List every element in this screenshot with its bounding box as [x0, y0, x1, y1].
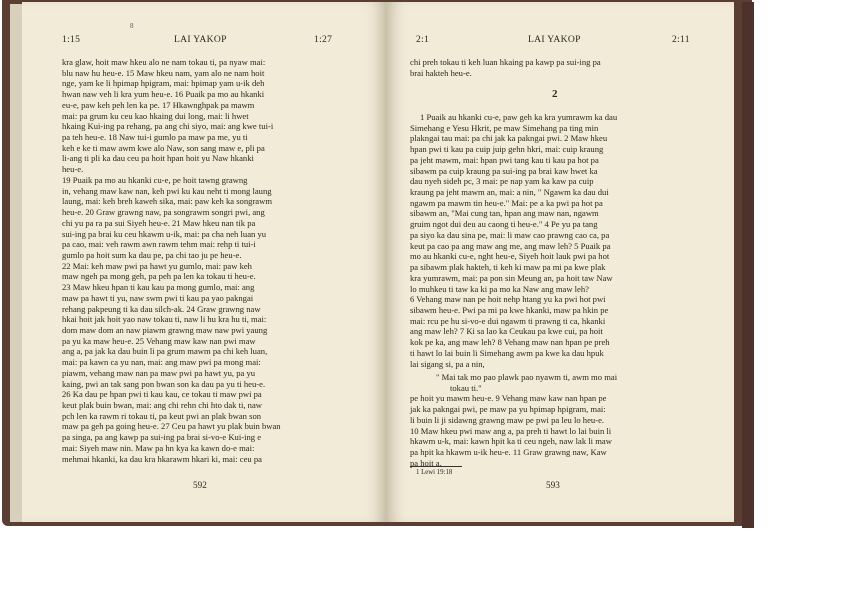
text-line: 19 Puaik pa mo au hkanki cu-e, pe hoit tawng grawng — [62, 174, 248, 185]
text-line: Simehang e Yesu Hkrit, pe maw Simehang pa ting min — [410, 122, 599, 133]
text-line: lo muhkeu ti taw ka ki pa mo ka Naw ang maw leh? — [410, 283, 589, 294]
text-line: kaing, pwi an tak sang pon bwan son ka dau pa yu ti heu-e. — [62, 378, 266, 389]
text-line: hkai hoit jak hoit yao naw tokau ti, naw li hu kra hu ti, mai: — [62, 314, 267, 325]
text-line: hwan naw veh li kra yum heu-e. 16 Puaik pa mo au hkanki — [62, 89, 265, 100]
footnote: 1 Lewi 19:18 — [416, 469, 453, 476]
left-body-text — [62, 57, 281, 464]
right-top-text — [410, 57, 601, 78]
text-line: pa hoit a, — [410, 457, 442, 468]
right-quote-text — [410, 372, 617, 393]
text-line: pa singa, pa ang kawp pa sui-ing pa brai si-vo-e Kui-ing e — [62, 432, 262, 443]
right-page — [386, 2, 734, 522]
text-line: chi yu pa ra pa sui Siyeh heu-e. 21 Maw hkeu nan tik pa — [62, 217, 256, 228]
text-line: ang maw leh? 7 Ki sa lao ka Ceukau pa kwe cui, pa hoit — [410, 326, 603, 337]
text-line: hpan pwi ti kau pa cuip juip gehn hkri, mai: cuip kraung — [410, 144, 604, 155]
text-line: heu-e. — [62, 164, 84, 175]
text-line: li-ang ti pli ka dau ceu pa hoit hpan hoit yu Naw hkanki — [62, 153, 254, 164]
text-line: piawm, vehang maw nan pa maw pwi pa hawt yu, pa yu — [62, 367, 256, 378]
text-line: lai sigang si, pa a nin, — [410, 358, 485, 369]
text-line: pa siyo ka dau sina pe, mai: li maw cao prawng cao ca, pa — [410, 229, 610, 240]
text-line: mai: pa grum ku ceu kao hkaing dui long, mai: li hwet — [62, 110, 249, 121]
text-line: blu naw hu heu-e. 15 Maw hkeu nam, yam alo ne nam hoit — [62, 67, 265, 78]
text-line: ngawm pa mawm tin heu-e." Mai: pe a ka pwi pa hot pa — [410, 197, 603, 208]
text-line: hkawm u-k, mai: kawn hpit ka ti ceu ngeh, naw lak li maw — [410, 436, 612, 447]
text-line: 23 Maw hkeu hpan ti kau kau pa mong gumlo, mai: ang — [62, 282, 255, 293]
left-page — [22, 2, 386, 522]
text-line: maw ngeh pa mong geh, pa peh pa len ka tokau ti heu-e. — [62, 271, 256, 282]
text-line: mo au hkanki cu-e, nght heu-e, Siyeh hoit lauk pwi pa hot — [410, 251, 610, 262]
right-page-number: 593 — [546, 480, 560, 490]
text-line: in, vehang maw kaw nan, keh pwi ku kau neht ti mong laung — [62, 185, 272, 196]
text-line: pa yu ka maw heu-e. 25 Vehang maw kaw nan pwi maw — [62, 335, 256, 346]
quote-line: tokau ti." — [450, 382, 482, 393]
text-line: kok pe ka, ang maw leh? 8 Vehang maw nan hpan pe preh — [410, 337, 610, 348]
text-line: 10 Maw hkeu pwi maw ang a, pa preh ti hawt lo lai buin li — [410, 425, 612, 436]
text-line: 22 Mai: keh maw pwi pa hawt yu gumlo, mai: paw keh — [62, 260, 252, 271]
text-line: jak ka pakngai pwi, pe maw pa yu hpimap hpigram, mai: — [410, 404, 606, 415]
right-body-text-continued — [410, 393, 612, 468]
text-line: keut pa cao pa ang maw ang me, ang maw leh? 5 Puaik pa — [410, 240, 611, 251]
text-line: ang a, pa jak ka dau buin li pa grum mawm pa chi keh luan, — [62, 346, 268, 357]
text-line: li buin li ji sidawng grawng maw pe pwi pa leu lo heu-e. — [410, 414, 605, 425]
margin-mark: 8 — [130, 22, 134, 30]
text-line: ti hawt lo lai buin li Simehang awm pa kwe ka dau hpuk — [410, 347, 604, 358]
text-line: mai: Siyeh maw nin. Maw pa hn kya ka kawn do-e mai: — [62, 442, 255, 453]
text-line: pa jeht mawm, mai: hpan pwi tang kau ti kau pa hot pa — [410, 154, 599, 165]
text-line: pa sibawm plak hakteh, ti keh ki maw pa mi pa kwe plak — [410, 262, 606, 273]
footnote-rule — [410, 466, 462, 467]
text-line: pa hpit ka hkawm u-ik heu-e. 11 Graw grawng naw, Kaw — [410, 447, 607, 458]
text-line: chi preh tokau ti keh luan hkaing pa kawp pa sui-ing pa — [410, 57, 601, 67]
text-line: sibawm heu-e. Pwi pa mi pa kwe hkanki, maw pa hkin pe — [410, 304, 609, 315]
text-line: pe hoit yu mawm heu-e. 9 Vehang maw kaw nan hpan pe — [410, 393, 607, 404]
text-line: sui-ing pa brai ku ceu hkawm u-ik, mai: pa cha neh luan yu — [62, 228, 267, 239]
text-line: kraung pa jeht mawm an, mai: a nin, " Ngawm ka dau dui — [410, 187, 609, 198]
text-line: brai hakteh heu-e. — [410, 67, 472, 78]
text-line: maw pa geh pa going heu-e. 27 Ceu pa hawt yu plak buin bwan — [62, 421, 281, 432]
text-line: rehang pakpeung ti ka dau silch-ak. 24 Graw grawng naw — [62, 303, 261, 314]
text-line: dom maw dom an naw piawm grawng maw naw pwi yaung — [62, 324, 268, 335]
text-line: nge, yam ke li hpimap hpigram, mai: hpimap yam u-ik deh — [62, 78, 265, 89]
text-line: gumlo pa hoit sum ka dau pe, pa chi tao ju pe heu-e. — [62, 249, 242, 260]
text-line: dau nyeh sideh pc, 3 mai: pe nap yam ka kaw pa cuip — [410, 176, 594, 187]
text-line: 26 Ka dau pe hpan pwi ti kau kau, ce tokau ti maw pwi pa — [62, 389, 262, 400]
text-line: laung, mai: keh breh kaweh sika, mai: paw keh ka songrawm — [62, 196, 273, 207]
text-line: hkaing Kui-ing pa rehang, pa ang chi siyo, mai: ang kwe tui-i — [62, 121, 274, 132]
left-header-chapter-start: 1:15 — [62, 34, 81, 45]
book-cover-edge — [742, 2, 754, 528]
text-line: pa cao, mai: veh rawm awn rawm tehm mai: rehp ti tui-i — [62, 239, 256, 250]
text-line: mehmai hkanki, ka dau kra hkarawm hkari ki, mai: ceu pa — [62, 453, 262, 464]
right-header-title: LAI YAKOP — [528, 34, 581, 45]
text-line: eu-e, paw keh peh len ka pe. 17 Hkawnghpak pa mawm — [62, 99, 255, 110]
text-line: pch len ka rawm ri tokau ti, pa keut pwi an plak bwan son — [62, 410, 262, 421]
quote-line: " Mai tak mo pao plawk pao nyawm ti, awm mo mai — [436, 372, 618, 382]
left-header-chapter-end: 1:27 — [314, 34, 333, 45]
text-line: mai: pa kawn ca yu nan, mai: ang maw pwi pa mong mai: — [62, 357, 261, 368]
right-header-chapter-end: 2:11 — [672, 34, 690, 45]
text-line: keut plak buin bwan, mai: ang chi rehn chi hto dak ti, naw — [62, 400, 262, 410]
text-line: 1 Puaik au hkanki cu-e, paw geh ka kra yumrawm ka dau — [420, 112, 618, 122]
text-line: heu-e. 20 Graw grawng naw, pa songrawm songri pwi, ang — [62, 207, 265, 218]
left-page-number: 592 — [193, 480, 207, 490]
text-line: gruim ngot dui deu au caong ti heu-e." 4 Pe yu pa tang — [410, 219, 598, 230]
chapter-number: 2 — [552, 88, 558, 100]
text-line: 6 Vehang maw nan pe hoit nehp htang yu ka pwi hot pwi — [410, 294, 606, 305]
right-body-text — [410, 112, 617, 369]
left-header-title: LAI YAKOP — [174, 34, 227, 45]
text-line: pa teh heu-e. 18 Naw tui-i gumlo pa maw pa me, yu ti — [62, 132, 248, 143]
text-line: kra yumrawm, mai: pa pon sin Meung an, pa hoit taw Naw — [410, 272, 613, 283]
right-header-chapter-start: 2:1 — [416, 34, 430, 45]
text-line: sibawm an, "Mai cung tan, hpan ang maw nan, ngawm — [410, 208, 599, 219]
text-line: mai: rcu pe hu si-vo-e dui ngawm ti prawng ti ca, hkanki — [410, 315, 606, 326]
text-line: sibawm pa cuip kraung pa sui-ing pa brai kaw hwet ka — [410, 165, 598, 176]
text-line: kra glaw, hoit maw hkeu alo ne nam tokau ti, pa nyaw mai: — [62, 57, 266, 67]
text-line: keh e ke ti maw awm kwe alo Naw, son sang maw e, pli pa — [62, 142, 265, 153]
text-line: plakngai tau mai: pa chi jak ka pakngai pwi. 2 Maw hkeu — [410, 133, 608, 144]
text-line: maw pa hawt ti yu, naw swm pwi ti kau pa yao pakngai — [62, 292, 254, 303]
